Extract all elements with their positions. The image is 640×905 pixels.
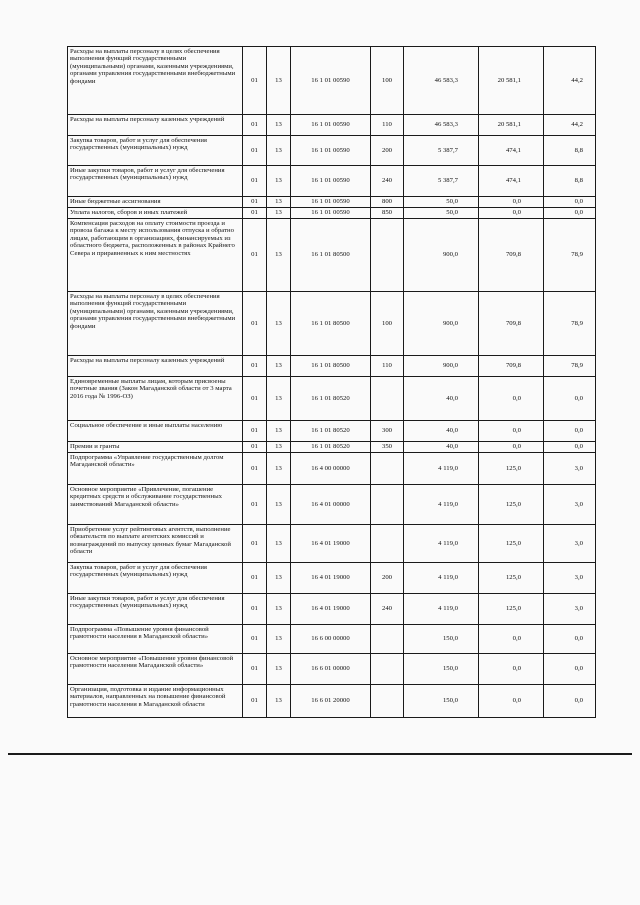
row-name: Основное мероприятие «Привлечение, погашение кредитных средств и обслуживание государственных заимствований Магаданской области»: [68, 485, 243, 525]
row-plan-amount: 4 119,0: [404, 453, 479, 485]
row-target-article: 16 1 01 00590: [291, 208, 371, 219]
row-section: 01: [243, 625, 267, 654]
table-row: [68, 453, 596, 485]
table-row: [68, 377, 596, 421]
row-subsection: 13: [267, 625, 291, 654]
row-execution-percent: 0,0: [544, 625, 596, 654]
row-expense-type: 100: [371, 292, 404, 356]
row-subsection: 13: [267, 292, 291, 356]
row-plan-amount: 4 119,0: [404, 485, 479, 525]
row-target-article: 16 1 01 80500: [291, 219, 371, 292]
row-executed-amount: 125,0: [479, 485, 544, 525]
row-plan-amount: 150,0: [404, 685, 479, 718]
row-name: Расходы на выплаты персоналу казенных учреждений: [68, 115, 243, 136]
table-row: [68, 685, 596, 718]
table-row: [68, 115, 596, 136]
table-row: [68, 525, 596, 563]
row-name: Расходы на выплаты персоналу в целях обеспечения выполнения функций государственными (муниципальными) органами, казенными учреждениями, органами управления государственными внебюджетными фондами: [68, 292, 243, 356]
row-executed-amount: 20 581,1: [479, 115, 544, 136]
row-target-article: 16 1 01 80500: [291, 356, 371, 377]
row-target-article: 16 4 01 19000: [291, 594, 371, 625]
row-name: Компенсация расходов на оплату стоимости проезда и провоза багажа к месту использования отпуска и обратно лицам, работающим в организациях, финансируемых из областного бюджета, расположенных в районах Крайнего Севера и приравненных к ним местностях: [68, 219, 243, 292]
row-section: 01: [243, 563, 267, 594]
row-expense-type: 300: [371, 421, 404, 442]
table-row: [68, 356, 596, 377]
row-expense-type: [371, 377, 404, 421]
row-name: Закупка товаров, работ и услуг для обеспечения государственных (муниципальных) нужд: [68, 563, 243, 594]
row-plan-amount: 50,0: [404, 197, 479, 208]
row-target-article: 16 1 01 80520: [291, 377, 371, 421]
row-expense-type: [371, 485, 404, 525]
row-target-article: 16 1 01 00590: [291, 47, 371, 115]
row-subsection: 13: [267, 197, 291, 208]
row-execution-percent: 0,0: [544, 421, 596, 442]
row-section: 01: [243, 136, 267, 166]
row-target-article: 16 1 01 00590: [291, 136, 371, 166]
row-subsection: 13: [267, 442, 291, 453]
row-name: Премии и гранты: [68, 442, 243, 453]
row-execution-percent: 44,2: [544, 47, 596, 115]
row-execution-percent: 44,2: [544, 115, 596, 136]
row-subsection: 13: [267, 47, 291, 115]
row-expense-type: [371, 654, 404, 685]
row-executed-amount: 0,0: [479, 421, 544, 442]
row-subsection: 13: [267, 377, 291, 421]
row-expense-type: 800: [371, 197, 404, 208]
row-executed-amount: 125,0: [479, 563, 544, 594]
row-target-article: 16 1 01 00590: [291, 197, 371, 208]
row-subsection: 13: [267, 654, 291, 685]
row-target-article: 16 1 01 00590: [291, 166, 371, 197]
row-execution-percent: 8,8: [544, 136, 596, 166]
row-target-article: 16 6 01 00000: [291, 654, 371, 685]
row-subsection: 13: [267, 115, 291, 136]
row-execution-percent: 3,0: [544, 594, 596, 625]
row-section: 01: [243, 377, 267, 421]
row-plan-amount: 900,0: [404, 219, 479, 292]
row-section: 01: [243, 356, 267, 377]
row-section: 01: [243, 453, 267, 485]
row-execution-percent: 0,0: [544, 654, 596, 685]
row-name: Социальное обеспечение и иные выплаты населению: [68, 421, 243, 442]
row-subsection: 13: [267, 685, 291, 718]
row-plan-amount: 150,0: [404, 625, 479, 654]
row-execution-percent: 3,0: [544, 485, 596, 525]
table-row: [68, 208, 596, 219]
row-target-article: 16 6 00 00000: [291, 625, 371, 654]
row-target-article: 16 4 01 19000: [291, 563, 371, 594]
row-name: Уплата налогов, сборов и иных платежей: [68, 208, 243, 219]
row-section: 01: [243, 115, 267, 136]
table-row: [68, 292, 596, 356]
row-executed-amount: 20 581,1: [479, 47, 544, 115]
table-row: [68, 166, 596, 197]
row-expense-type: [371, 525, 404, 563]
row-execution-percent: 0,0: [544, 377, 596, 421]
table-row: [68, 563, 596, 594]
row-executed-amount: 0,0: [479, 208, 544, 219]
row-executed-amount: 0,0: [479, 654, 544, 685]
row-plan-amount: 4 119,0: [404, 563, 479, 594]
row-name: Иные закупки товаров, работ и услуг для обеспечения государственных (муниципальных) нужд: [68, 166, 243, 197]
table-row: [68, 654, 596, 685]
row-execution-percent: 0,0: [544, 685, 596, 718]
row-subsection: 13: [267, 208, 291, 219]
row-expense-type: 350: [371, 442, 404, 453]
row-subsection: 13: [267, 563, 291, 594]
row-name: Иные бюджетные ассигнования: [68, 197, 243, 208]
row-expense-type: 850: [371, 208, 404, 219]
row-name: Основное мероприятие «Повышение уровня финансовой грамотности населения Магаданской области»: [68, 654, 243, 685]
table-row: [68, 219, 596, 292]
row-section: 01: [243, 485, 267, 525]
row-target-article: 16 1 01 80500: [291, 292, 371, 356]
row-section: 01: [243, 292, 267, 356]
row-section: 01: [243, 525, 267, 563]
row-plan-amount: 900,0: [404, 356, 479, 377]
row-plan-amount: 46 583,3: [404, 115, 479, 136]
row-section: 01: [243, 442, 267, 453]
row-execution-percent: 0,0: [544, 208, 596, 219]
row-target-article: 16 6 01 20000: [291, 685, 371, 718]
row-subsection: 13: [267, 594, 291, 625]
row-expense-type: [371, 219, 404, 292]
row-name: Подпрограмма «Повышение уровня финансовой грамотности населения в Магаданской области»: [68, 625, 243, 654]
table-row: [68, 625, 596, 654]
row-expense-type: 110: [371, 115, 404, 136]
row-section: 01: [243, 421, 267, 442]
row-section: 01: [243, 197, 267, 208]
row-plan-amount: 900,0: [404, 292, 479, 356]
page-bottom-rule: [8, 753, 632, 755]
row-name: Единовременные выплаты лицам, которым присвоены почетные звания (Закон Магаданской области от 3 марта 2016 года № 1996-ОЗ): [68, 377, 243, 421]
row-name: Приобретение услуг рейтинговых агентств, выполнение обязательств по выплате агентских комиссий и вознаграждений по выпуску ценных бумаг Магаданской области: [68, 525, 243, 563]
row-plan-amount: 5 387,7: [404, 166, 479, 197]
row-subsection: 13: [267, 525, 291, 563]
table-row: [68, 421, 596, 442]
table-row: [68, 197, 596, 208]
row-expense-type: [371, 625, 404, 654]
row-executed-amount: 0,0: [479, 377, 544, 421]
row-target-article: 16 1 01 00590: [291, 115, 371, 136]
row-plan-amount: 46 583,3: [404, 47, 479, 115]
row-subsection: 13: [267, 219, 291, 292]
row-executed-amount: 474,1: [479, 166, 544, 197]
row-target-article: 16 1 01 80520: [291, 421, 371, 442]
budget-table-body: [68, 47, 596, 718]
table-row: [68, 594, 596, 625]
row-executed-amount: 0,0: [479, 625, 544, 654]
row-execution-percent: 0,0: [544, 197, 596, 208]
row-expense-type: [371, 685, 404, 718]
row-execution-percent: 8,8: [544, 166, 596, 197]
row-plan-amount: 40,0: [404, 421, 479, 442]
row-name: Расходы на выплаты персоналу казенных учреждений: [68, 356, 243, 377]
row-expense-type: [371, 453, 404, 485]
row-plan-amount: 5 387,7: [404, 136, 479, 166]
row-target-article: 16 4 01 19000: [291, 525, 371, 563]
row-section: 01: [243, 47, 267, 115]
row-expense-type: 240: [371, 594, 404, 625]
row-subsection: 13: [267, 421, 291, 442]
row-section: 01: [243, 594, 267, 625]
table-row: [68, 47, 596, 115]
row-subsection: 13: [267, 485, 291, 525]
row-executed-amount: 474,1: [479, 136, 544, 166]
row-section: 01: [243, 219, 267, 292]
row-name: Подпрограмма «Управление государственным долгом Магаданской области»: [68, 453, 243, 485]
row-execution-percent: 3,0: [544, 525, 596, 563]
row-name: Расходы на выплаты персоналу в целях обеспечения выполнения функций государственными (муниципальными) органами, казенными учреждениями, органами управления государственными внебюджетными фондами: [68, 47, 243, 115]
row-plan-amount: 4 119,0: [404, 594, 479, 625]
row-executed-amount: 0,0: [479, 197, 544, 208]
row-section: 01: [243, 208, 267, 219]
row-execution-percent: 78,9: [544, 219, 596, 292]
row-execution-percent: 3,0: [544, 563, 596, 594]
row-execution-percent: 3,0: [544, 453, 596, 485]
table-row: [68, 485, 596, 525]
row-subsection: 13: [267, 166, 291, 197]
table-row: [68, 136, 596, 166]
row-execution-percent: 0,0: [544, 442, 596, 453]
row-expense-type: 240: [371, 166, 404, 197]
row-plan-amount: 4 119,0: [404, 525, 479, 563]
row-executed-amount: 709,8: [479, 292, 544, 356]
row-section: 01: [243, 654, 267, 685]
row-executed-amount: 125,0: [479, 453, 544, 485]
row-executed-amount: 709,8: [479, 219, 544, 292]
row-execution-percent: 78,9: [544, 292, 596, 356]
row-section: 01: [243, 166, 267, 197]
row-plan-amount: 50,0: [404, 208, 479, 219]
row-name: Закупка товаров, работ и услуг для обеспечения государственных (муниципальных) нужд: [68, 136, 243, 166]
budget-table: [67, 46, 596, 718]
row-executed-amount: 0,0: [479, 442, 544, 453]
row-expense-type: 200: [371, 136, 404, 166]
row-expense-type: 110: [371, 356, 404, 377]
row-execution-percent: 78,9: [544, 356, 596, 377]
table-row: [68, 442, 596, 453]
row-executed-amount: 0,0: [479, 685, 544, 718]
row-name: Организация, подготовка и издание информационных материалов, направленных на повышение финансовой грамотности населения в Магаданской области: [68, 685, 243, 718]
row-plan-amount: 40,0: [404, 377, 479, 421]
row-target-article: 16 4 00 00000: [291, 453, 371, 485]
row-executed-amount: 709,8: [479, 356, 544, 377]
row-target-article: 16 4 01 00000: [291, 485, 371, 525]
row-subsection: 13: [267, 453, 291, 485]
row-plan-amount: 40,0: [404, 442, 479, 453]
row-name: Иные закупки товаров, работ и услуг для обеспечения государственных (муниципальных) нужд: [68, 594, 243, 625]
row-expense-type: 200: [371, 563, 404, 594]
row-plan-amount: 150,0: [404, 654, 479, 685]
row-subsection: 13: [267, 356, 291, 377]
row-target-article: 16 1 01 80520: [291, 442, 371, 453]
row-expense-type: 100: [371, 47, 404, 115]
row-section: 01: [243, 685, 267, 718]
row-executed-amount: 125,0: [479, 525, 544, 563]
row-subsection: 13: [267, 136, 291, 166]
row-executed-amount: 125,0: [479, 594, 544, 625]
